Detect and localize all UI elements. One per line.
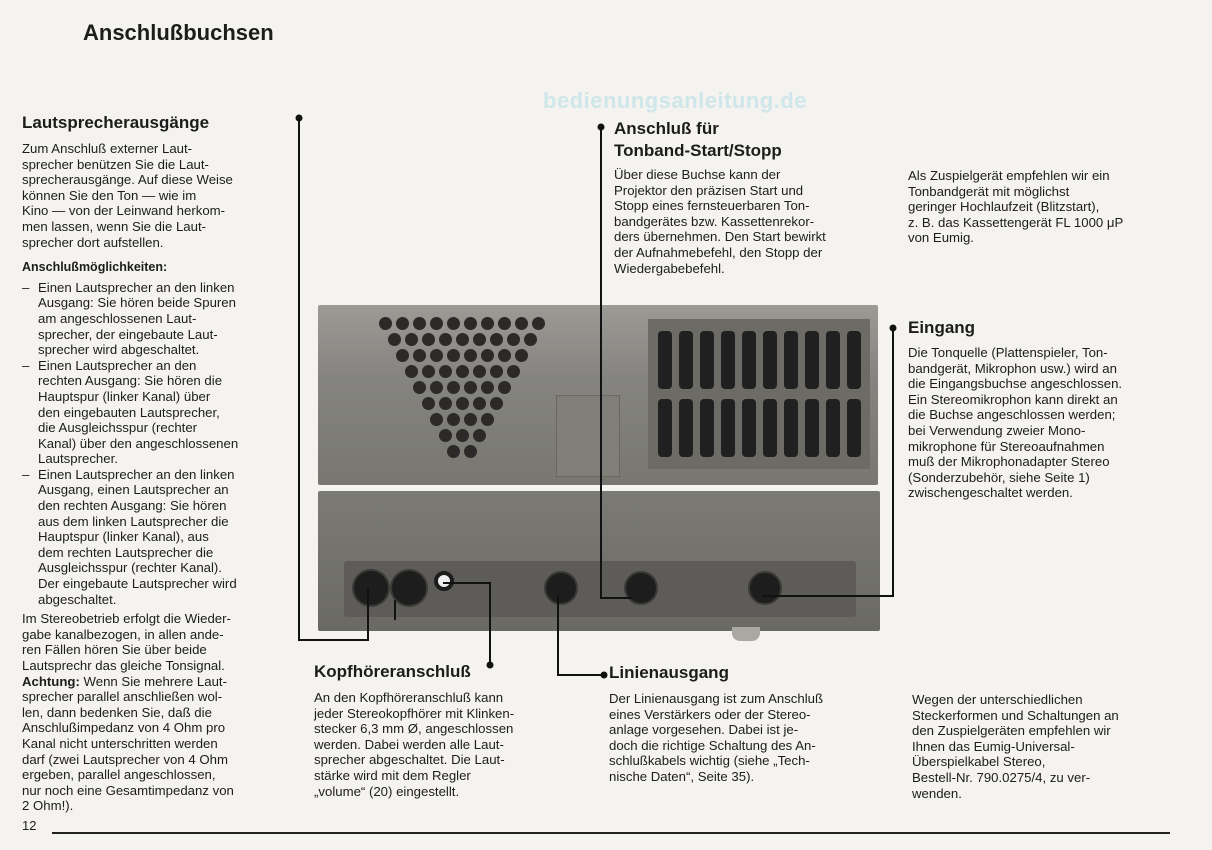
page-title: Anschlußbuchsen [83, 20, 274, 45]
eingang-heading: Eingang [908, 318, 976, 337]
achtung-label: Achtung: [22, 673, 80, 689]
tonband-heading: Anschluß für Tonband-Start/Stopp [614, 119, 782, 160]
kabel-text: Wegen der unterschiedlichen Steckerformen und Schaltungen an den Zuspielgeräten empfehlen wir Ihnen das Eumig-Universal- Überspielkabel Stereo, Bestell-Nr. 790.0275/4, zu ver- wenden. [912, 692, 1119, 801]
kopfhoerer-heading: Kopfhöreranschluß [314, 662, 471, 681]
lautsprecher-heading: Lautsprecherausgänge [22, 113, 210, 132]
lautsprecher-intro: Zum Anschluß externer Laut- sprecher benützen Sie die Laut- sprecherausgänge. Auf diese Weise können Sie den Ton — wie im Kino — von der Leinwand herkom- men lassen, wenn Sie die Laut- sprecher dort aufstellen. [22, 141, 233, 250]
kopfhoerer-body: An den Kopfhöreranschluß kann jeder Stereokopfhörer mit Klinken- stecker 6,3 mm Ø, angeschlossen werden. Dabei werden alle Laut- sprecher abgeschaltet. Die Laut- stärke wird mit dem Regler „volume“ (20) eingestellt. [314, 690, 515, 799]
anschluss-moeglichkeiten-label: Anschlußmöglichkeiten: [22, 260, 168, 275]
linien-heading: Linienausgang [609, 663, 729, 682]
list-item: – Einen Lautsprecher an den linken Ausgang: Sie hören beide Spuren am angeschlossenen Laut- sprecher, der eingebaute Laut- sprecher wird abgeschaltet. [22, 279, 236, 358]
page-number: 12 [22, 818, 37, 833]
watermark: bedienungsanleitung.de [543, 88, 808, 113]
list-item: – Einen Lautsprecher an den rechten Ausgang: Sie hören die Hauptspur (linker Kanal) über den eingebauten Lautsprecher, die Ausgleichsspur (rechter Kanal) über den angeschlossenen Lautsprecher. [22, 357, 239, 467]
stereo-note: Im Stereobetrieb erfolgt die Wieder- gabe kanalbezogen, in allen ande- ren Fällen hören Sie über beide Lautsprechr das gleiche Tonsignal. [22, 611, 231, 673]
achtung-text: Wenn Sie mehrere Laut- sprecher parallel anschließen wol- len, dann bedenken Sie, daß die Anschlußimpedanz von 4 Ohm pro Kanal nicht unterschritten werden darf (zwei Lautsprecher von 4 Ohm ergeben, parallel angeschlossen, nur noch eine Gesamtimpedanz von 2 Ohm!). [22, 673, 234, 814]
zuspiel-text: Als Zuspielgerät empfehlen wir ein Tonbandgerät mit möglichst geringer Hochlaufzeit (Blitzstart), z. B. das Kassettengerät FL 1000 μP von Eumig. [908, 168, 1124, 246]
eingang-body: Die Tonquelle (Plattenspieler, Ton- bandgerät, Mikrophon usw.) wird an die Eingangsbuchse angeschlossen. Ein Stereomikrophon kann direkt an die Buchse angeschlossen werden; bei Verwendung zweier Mono- mikrophone für Stereoaufnahmen muß der Mikrophonadapter Stereo (Sonderzubehör, siehe Seite 1) zwischengeschaltet werden. [908, 345, 1123, 501]
bottom-rule [52, 832, 1170, 834]
tonband-body: Über diese Buchse kann der Projektor den präzisen Start und Stopp eines fernsteuerbaren Ton- bandgerätes bzw. Kassettenrekor- ders übernehmen. Den Start bewirkt der Aufnahmebefehl, den Stopp der Wiedergabebefehl. [614, 167, 826, 276]
linien-body: Der Linienausgang ist zum Anschluß eines Verstärkers oder der Stereo- anlage vorgesehen. Dabei ist je- doch die richtige Schaltung des An- schlußkabels wichtig (siehe „Tech- nische Daten“, Seite 35). [609, 691, 824, 784]
list-item: – Einen Lautsprecher an den linken Ausgang, einen Lautsprecher an den rechten Ausgang: Sie hören aus dem linken Lautsprecher die Hauptspur (linker Kanal), aus dem rechten Lautsprecher die Ausgleichsspur (rechter Kanal). Der eingebaute Lautsprecher wird abgeschaltet. [22, 466, 237, 607]
